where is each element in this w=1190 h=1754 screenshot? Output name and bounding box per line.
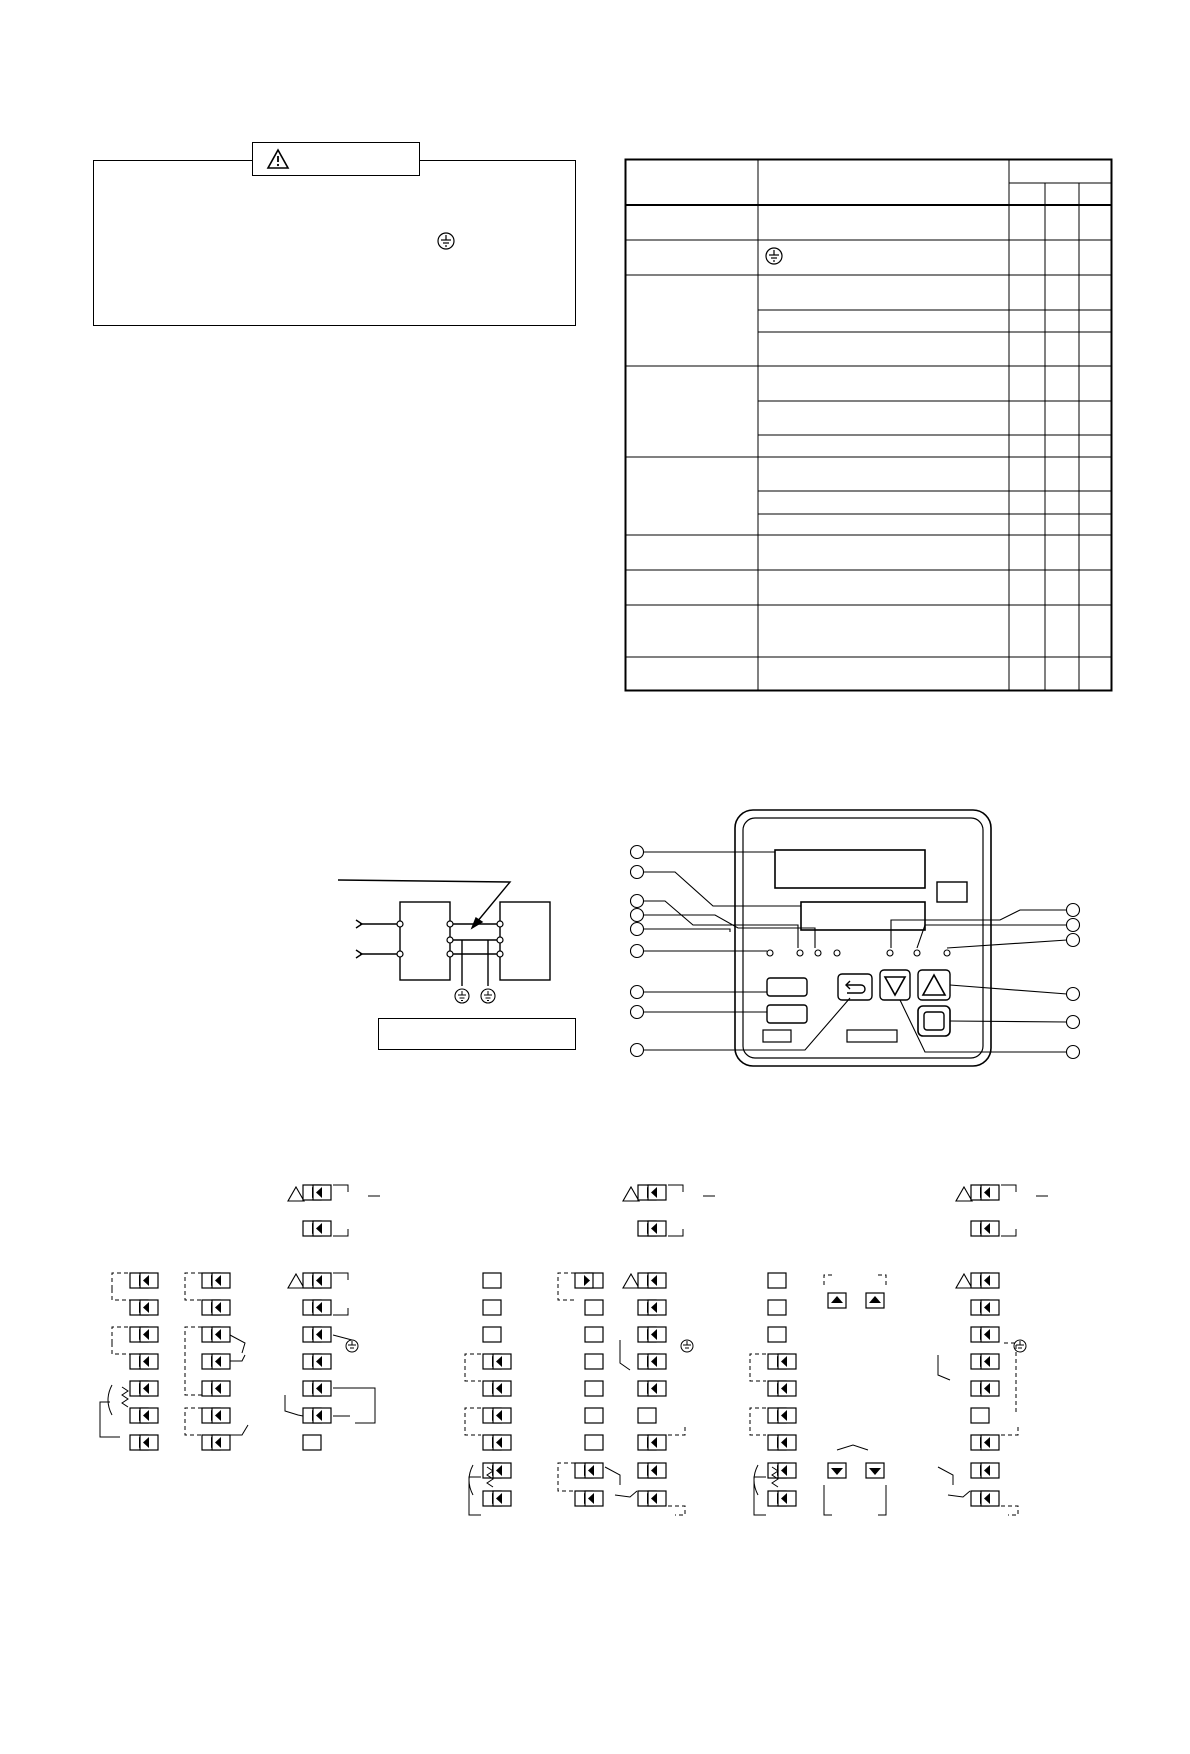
spec-table bbox=[625, 159, 1115, 694]
terminal-block-1 bbox=[100, 1185, 380, 1450]
warning-triangle-icon bbox=[267, 149, 289, 169]
terminal-diagrams bbox=[90, 1175, 1100, 1555]
small-display bbox=[937, 882, 967, 902]
cycle-arrow-icon bbox=[838, 974, 872, 1000]
up-triangle-icon bbox=[923, 975, 945, 995]
warning-header bbox=[252, 142, 420, 176]
warning-box bbox=[93, 160, 576, 326]
wiring-diagram bbox=[330, 870, 590, 1020]
earth-ground-icon bbox=[437, 232, 455, 250]
wiring-caption bbox=[378, 1018, 576, 1050]
terminal-block-3 bbox=[750, 1185, 1048, 1515]
earth-ground-icon bbox=[481, 989, 495, 1003]
set-key bbox=[767, 1005, 807, 1023]
mode-key bbox=[767, 978, 807, 996]
pv-display bbox=[775, 850, 925, 888]
square-key-icon bbox=[924, 1012, 944, 1030]
earth-ground-icon bbox=[346, 1340, 358, 1352]
front-panel bbox=[625, 800, 1085, 1080]
down-triangle-icon bbox=[885, 977, 905, 995]
terminal-block-2 bbox=[465, 1185, 715, 1515]
sv-display bbox=[801, 902, 925, 930]
warning-triangle-icon bbox=[288, 1187, 304, 1201]
earth-ground-icon bbox=[766, 248, 782, 264]
earth-ground-icon bbox=[455, 989, 469, 1003]
